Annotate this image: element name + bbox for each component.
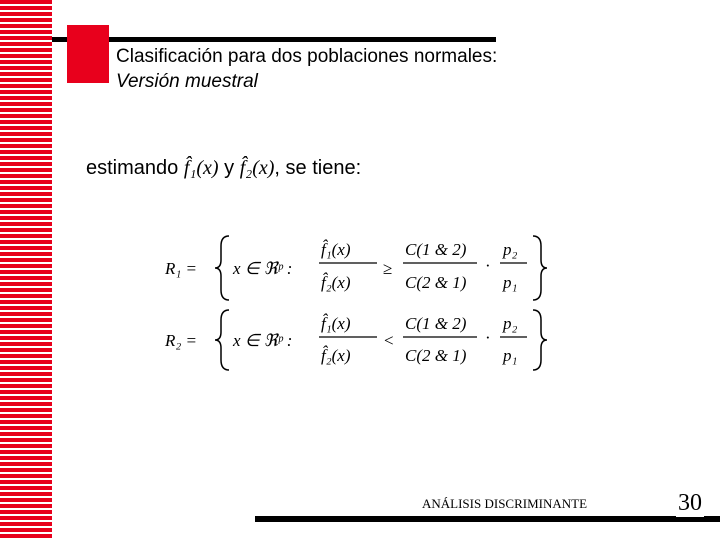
page-number: 30 <box>678 490 702 516</box>
intro-and: y <box>224 157 235 179</box>
footer-rule <box>255 516 720 522</box>
footer-label: ANÁLISIS DISCRIMINANTE <box>422 496 588 511</box>
r1-dot: · <box>485 256 491 275</box>
r2-left-brace <box>215 310 229 370</box>
r2-lhs: R₂ = <box>165 331 198 350</box>
intro-suffix: , se tiene: <box>274 157 362 179</box>
r2-den-f2: f̂₂(x) <box>321 346 351 365</box>
r1-lhs: R₁ = <box>165 259 198 278</box>
title-box <box>110 42 682 96</box>
r1-den-f2: f̂₂(x) <box>321 273 351 292</box>
r2-set-var: x ∈ ℜᵖ : <box>233 331 293 350</box>
r1-den-c21: C(2 & 1) <box>405 273 467 292</box>
intro-f2-formula: f̂₂(x) <box>239 157 275 179</box>
r2-den-p1: p₁ <box>503 346 518 365</box>
r2-dot: · <box>485 328 491 347</box>
r1-num-p2: p₂ <box>503 240 518 259</box>
accent-block <box>67 25 109 83</box>
r1-set-var: x ∈ ℜᵖ : <box>233 259 293 278</box>
r2-right-brace <box>533 310 547 370</box>
decorative-striped-sidebar <box>0 0 52 540</box>
r2-lt: < <box>384 331 394 350</box>
r1-num-f1: f̂₁(x) <box>321 240 351 259</box>
r1-left-brace <box>215 236 229 300</box>
r1-den-p1: p₁ <box>503 273 518 292</box>
r1-ge: ≥ <box>383 259 393 278</box>
r1-num-c12: C(1 & 2) <box>405 240 467 259</box>
r2-num-f1: f̂₁(x) <box>321 314 351 333</box>
intro-f1-formula: f̂₁(x) <box>183 157 219 179</box>
r2-num-p2: p₂ <box>503 314 518 333</box>
classification-equations <box>155 228 555 378</box>
r2-num-c12: C(1 & 2) <box>405 314 467 333</box>
r1-right-brace <box>533 236 547 300</box>
slide-subtitle: Versión muestral <box>116 71 258 92</box>
intro-line <box>86 157 361 180</box>
r2-den-c21: C(2 & 1) <box>405 346 467 365</box>
intro-prefix: estimando <box>86 157 179 179</box>
slide-title: Clasificación para dos poblaciones normales: <box>116 46 498 67</box>
